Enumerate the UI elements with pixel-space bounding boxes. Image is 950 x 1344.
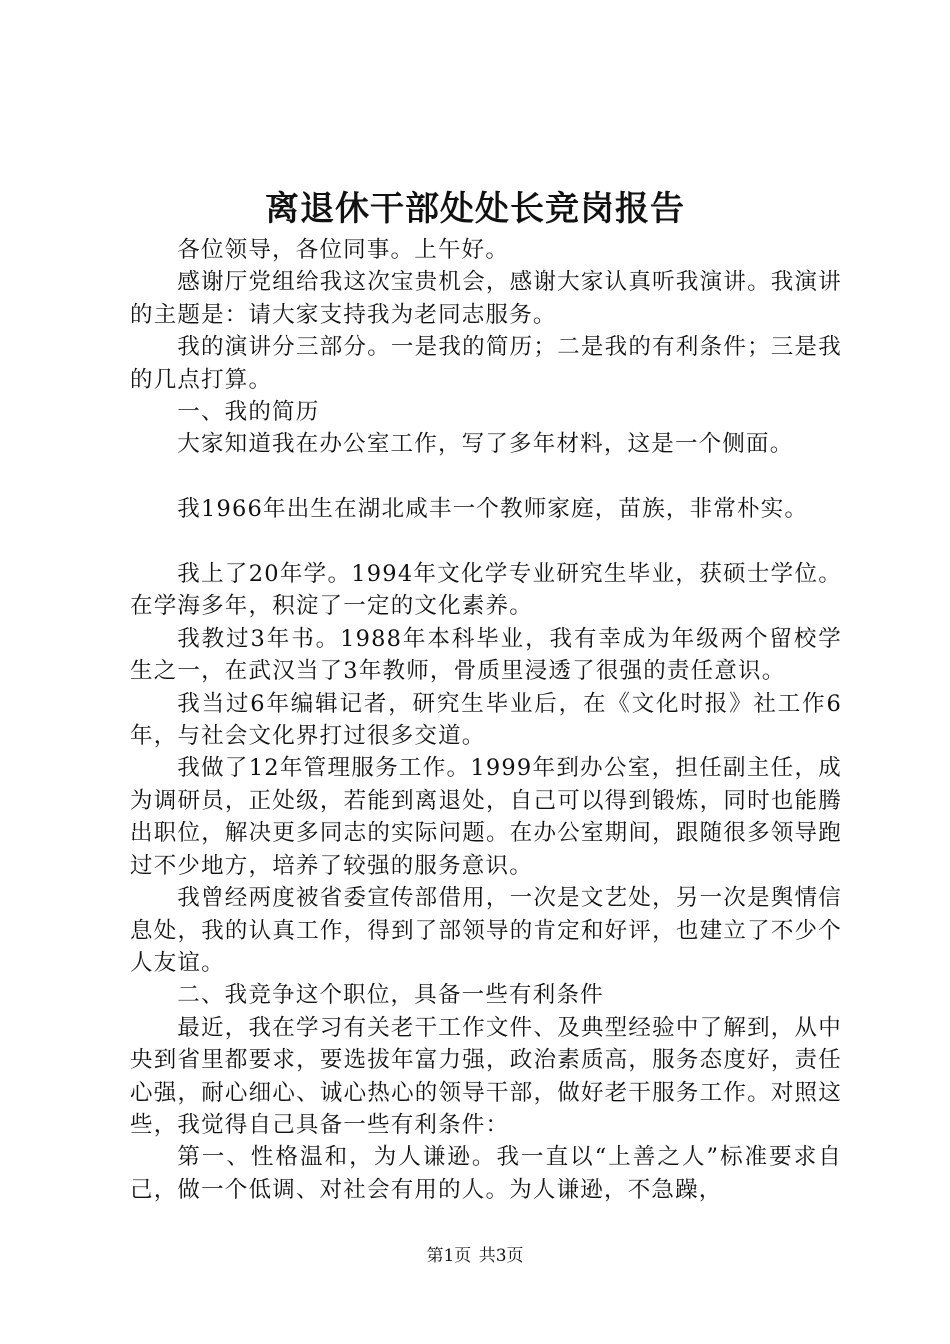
paragraph-birth: 我1966年出生在湖北咸丰一个教师家庭，苗族，非常朴实。 [177,496,809,523]
section-heading-resume: 一、我的简历 [177,399,320,426]
paragraph-first-advantage: 第一、性格温和，为人谦逊。我一直以“上善之人”标准要求自己，做一个低调、对社会有用的人。为人谦逊，不急躁， [130,1144,842,1203]
page-total: 共3页 [478,1246,524,1266]
paragraph-secondment: 我曾经两度被省委宣传部借用，一次是文艺处，另一次是舆情信息处，我的认真工作，得到了部领导的肯定和好评，也建立了不少个人友谊。 [130,885,842,976]
paragraph-education: 我上了20年学。1994年文化学专业研究生毕业，获硕士学位。在学海多年，积淀了一定的文化素养。 [130,561,842,620]
paragraph-office-work: 大家知道我在办公室工作，写了多年材料，这是一个侧面。 [177,431,794,458]
paragraph-teaching: 我教过3年书。1988年本科毕业，我有幸成为年级两个留校学生之一，在武汉当了3年教师，骨质里浸透了很强的责任意识。 [130,625,842,685]
page-footer [0,1244,950,1268]
paragraph-greeting: 各位领导，各位同事。上午好。 [177,237,510,263]
paragraph-outline: 我的演讲分三部分。一是我的简历；二是我的有利条件；三是我的几点打算。 [130,334,842,393]
document-body [130,234,842,1206]
section-heading-advantages: 二、我竞争这个职位，具备一些有利条件 [177,982,604,1009]
paragraph-requirements: 最近，我在学习有关老干工作文件、及典型经验中了解到，从中央到省里都要求，要选拔年富力强，政治素质高，服务态度好，责任心强，耐心细心、诚心热心的领导干部，做好老干服务工作。对照这些，我觉得自己具备一些有利条件： [130,1014,842,1138]
paragraph-editor: 我当过6年编辑记者，研究生毕业后，在《文化时报》社工作6年，与社会文化界打过很多交道。 [130,690,842,750]
paragraph-thanks: 感谢厅党组给我这次宝贵机会，感谢大家认真听我演讲。我演讲的主题是：请大家支持我为老同志服务。 [130,269,842,328]
paragraph-management: 我做了12年管理服务工作。1999年到办公室，担任副主任，成为调研员，正处级，若能到离退处，自己可以得到锻炼，同时也能腾出职位，解决更多同志的实际问题。在办公室期间，跟随很多领导跑过不少地方，培养了较强的服务意识。 [130,755,842,879]
document-title: 离退休干部处处长竞岗报告 [265,189,685,229]
page-number: 第1页 [426,1246,472,1266]
